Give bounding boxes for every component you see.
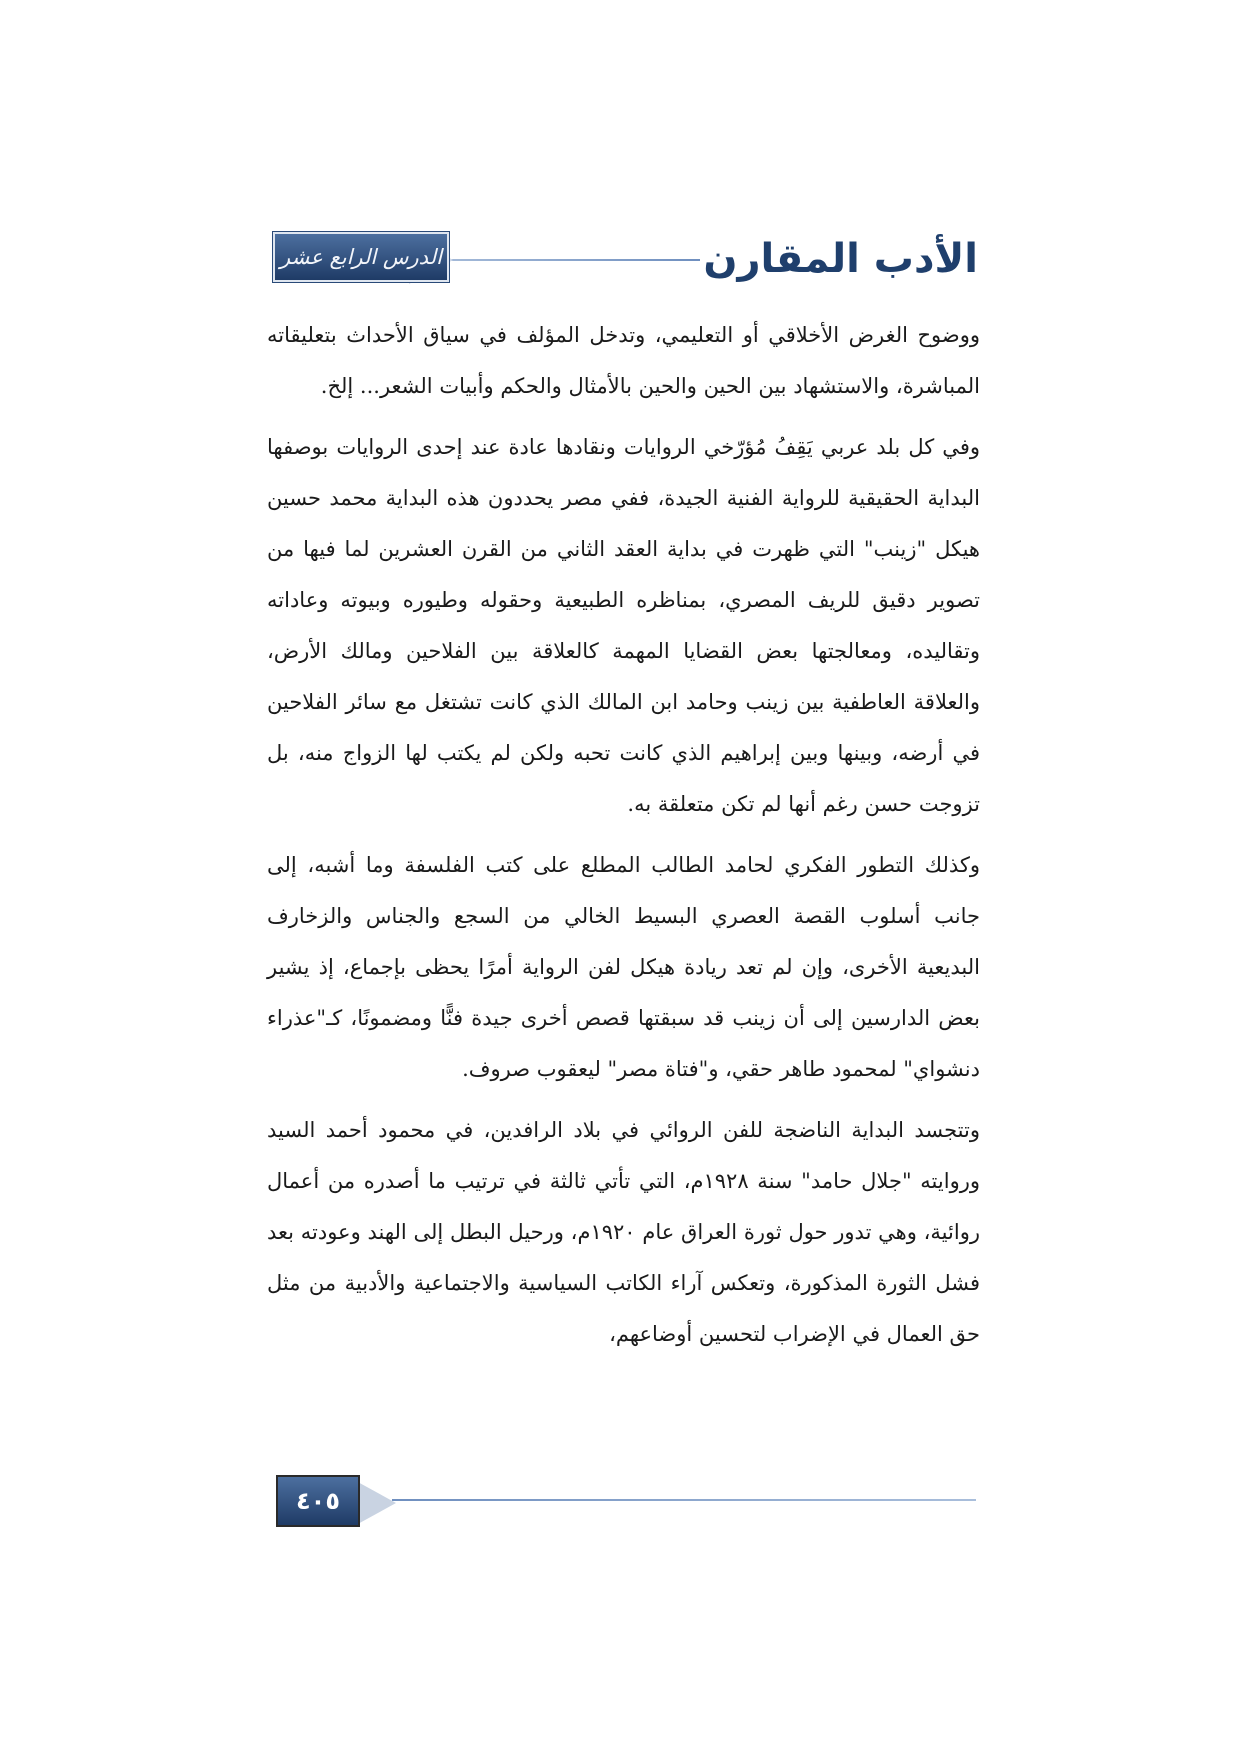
lesson-label: الدرس الرابع عشر bbox=[273, 232, 449, 282]
lesson-badge bbox=[273, 232, 443, 280]
page-footer bbox=[276, 1475, 976, 1529]
page-header bbox=[273, 228, 978, 292]
page-number-shadow bbox=[356, 1481, 396, 1525]
header-divider bbox=[421, 259, 700, 261]
paragraph-2: وفي كل بلد عربي يَقِفُ مُؤرّخي الروايات ونقادها عادة عند إحدى الروايات بوصفها البداية الحقيقية للرواية الفنية الجيدة، ففي مصر يحددون هذه البداية محمد حسين هيكل "زينب" التي ظهرت في بداية العقد الثاني من القرن العشرين لما فيها من تصوير دقيق للريف المصري، بمناظره الطبيعية وحقوله وطيوره وبيوته وعاداته وتقاليده، ومعالجتها بعض القضايا المهمة كالعلاقة بين الفلاحين ومالك الأرض، والعلاقة العاطفية بين زينب وحامد ابن المالك الذي كانت تشتغل مع سائر الفلاحين في أرضه، وبينها وبين إبراهيم الذي كانت تحبه ولكن لم يكتب لها الزواج منه، بل تزوجت حسن رغم أنها لم تكن متعلقة به. bbox=[267, 435, 980, 816]
page-body bbox=[267, 310, 980, 1370]
paragraph-4: وتتجسد البداية الناضجة للفن الروائي في بلاد الرافدين، في محمود أحمد السيد وروايته "جلال حامد" سنة ١٩٢٨م، التي تأتي ثالثة في ترتيب ما أصدره من أعمال روائية، وهي تدور حول ثورة العراق عام ١٩٢٠م، ورحيل البطل إلى الهند وعودته بعد فشل الثورة المذكورة، وتعكس آراء الكاتب السياسية والاجتماعية والأدبية من مثل حق العمال في الإضراب لتحسين أوضاعهم، bbox=[267, 1118, 980, 1346]
page-number: ٤٠٥ bbox=[276, 1475, 360, 1527]
paragraph-1: ووضوح الغرض الأخلاقي أو التعليمي، وتدخل المؤلف في سياق الأحداث بتعليقاته المباشرة، والاستشهاد بين الحين والحين بالأمثال والحكم وأبيات الشعر... إلخ. bbox=[267, 323, 980, 398]
paragraph-3: وكذلك التطور الفكري لحامد الطالب المطلع على كتب الفلسفة وما أشبه، إلى جانب أسلوب القصة العصري البسيط الخالي من السجع والجناس والزخارف البديعية الأخرى، وإن لم تعد ريادة هيكل لفن الرواية أمرًا يحظى بإجماع، إذ يشير بعض الدارسين إلى أن زينب قد سبقتها قصص أخرى جيدة فنًّا ومضمونًا، كـ"عذراء دنشواي" لمحمود طاهر حقي، و"فتاة مصر" ليعقوب صروف. bbox=[267, 853, 980, 1081]
footer-divider bbox=[392, 1499, 976, 1501]
book-title: الأدب المقارن bbox=[703, 236, 978, 282]
